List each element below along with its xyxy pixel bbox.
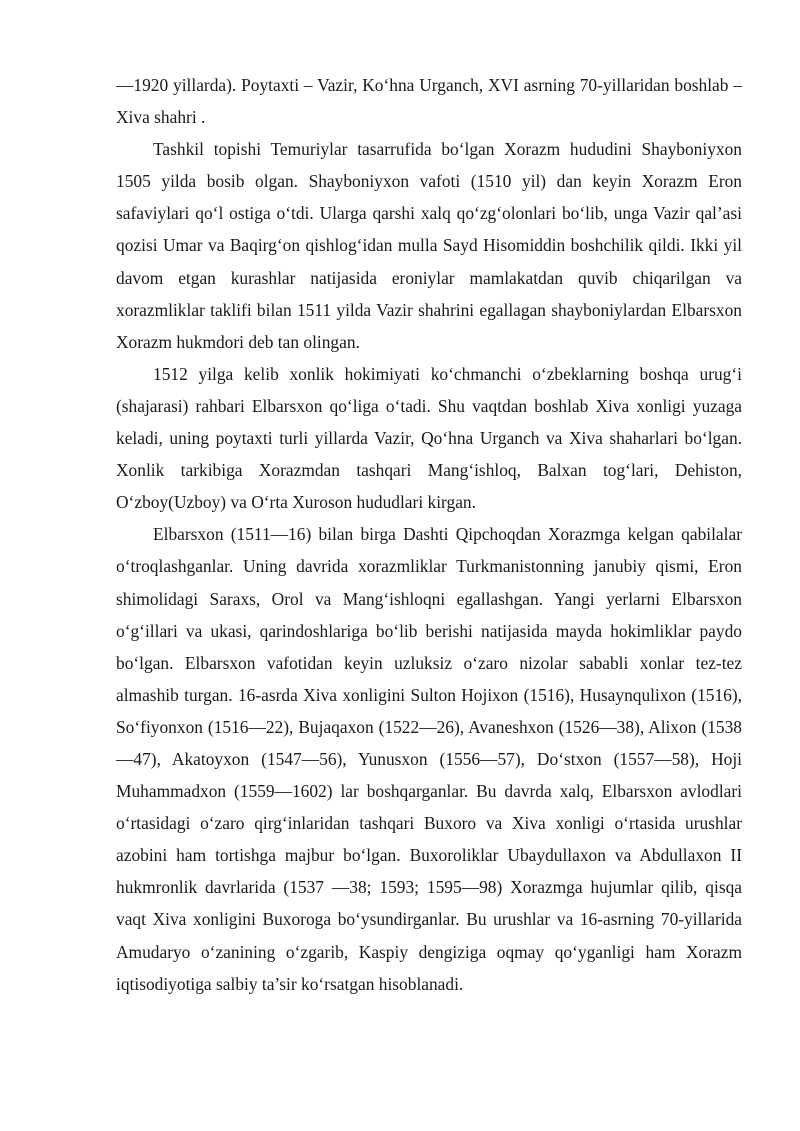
paragraph-khanate-origin: 1512 yilga kelib xonlik hokimiyati ko‘chmanchi o‘zbeklarning boshqa urug‘i (shajarasi) rahbari Elbarsxon qo‘liga o‘tadi. Shu vaqtdan boshlab Xiva xonligi yuzaga keladi, uning poytaxti turli yillarda Vazir, Qo‘hna Urganch va Xiva shaharlari bo‘lgan. Xonlik tarkibiga Xorazmdan tashqari Mang‘ishloq, Balxan tog‘lari, Dehiston, O‘zboy(Uzboy) va O‘rta Xuroson hududlari kirgan. xyxy=(116,363,742,513)
paragraph-continuation: —1920 yillarda). Poytaxti – Vazir, Ko‘hna Urganch, XVI asrning 70-yillaridan boshlab – Xiva shahri . xyxy=(116,75,742,128)
paragraph-formation: Tashkil topishi Temuriylar tasarrufida bo‘lgan Xorazm hududini Shayboniyxon 1505 yilda bosib olgan. Shayboniyxon vafoti (1510 yil) dan keyin Xorazm Eron safaviylari qo‘l ostiga o‘tdi. Ularga qarshi xalq qo‘zg‘olonlari bo‘lib, unga Vazir qal’asi qozisi Umar va Baqirg‘on qishlog‘idan mulla Sayd Hisomiddin boshchilik qildi. Ikki yil davom etgan kurashlar natijasida eroniylar mamlakatdan quvib chiqarilgan va xorazmliklar taklifi bilan 1511 yilda Vazir shahrini egallagan shayboniylardan Elbarsxon Xorazm hukmdori deb tan olingan. xyxy=(116,139,742,352)
paragraph-rulers: Elbarsxon (1511—16) bilan birga Dashti Qipchoqdan Xorazmga kelgan qabilalar o‘troqlashganlar. Uning davrida xorazmliklar Turkmanistonning janubiy qismi, Eron shimolidagi Saraxs, Orol va Mang‘ishloqni egallashgan. Yangi yerlarni Elbarsxon o‘g‘illari va ukasi, qarindoshlariga bo‘lib berishi natijasida mayda hokimliklar paydo bo‘lgan. Elbarsxon vafotidan keyin uzluksiz o‘zaro nizolar sababli xonlar tez-tez almashib turgan. 16-asrda Xiva xonligini Sulton Hojixon (1516), Husaynqulixon (1516), So‘fiyonxon (1516—22), Bujaqaxon (1522—26), Avaneshxon (1526—38), Alixon (1538—47), Akatoyxon (1547—56), Yunusxon (1556—57), Do‘stxon (1557—58), Hoji Muhammadxon (1559—1602) lar boshqarganlar. Bu davrda xalq, Elbarsxon avlodlari o‘rtasidagi o‘zaro qirg‘inlaridan tashqari Buxoro va Xiva xonligi o‘rtasida urushlar azobini ham tortishga majbur bo‘lgan. Buxoroliklar Ubaydullaxon va Abdullaxon II hukmronlik davrlarida (1537 —38; 1593; 1595—98) Xorazmga hujumlar qilib, qisqa vaqt Xiva xonligini Buxoroga bo‘ysundirganlar. Bu urushlar va 16-asrning 70-yillarida Amudaryo o‘zanining o‘zgarib, Kaspiy dengiziga oqmay qo‘yganligi ham Xorazm iqtisodiyotiga salbiy ta’sir ko‘rsatgan hisoblanadi. xyxy=(116,524,742,994)
document-page xyxy=(116,69,742,1000)
